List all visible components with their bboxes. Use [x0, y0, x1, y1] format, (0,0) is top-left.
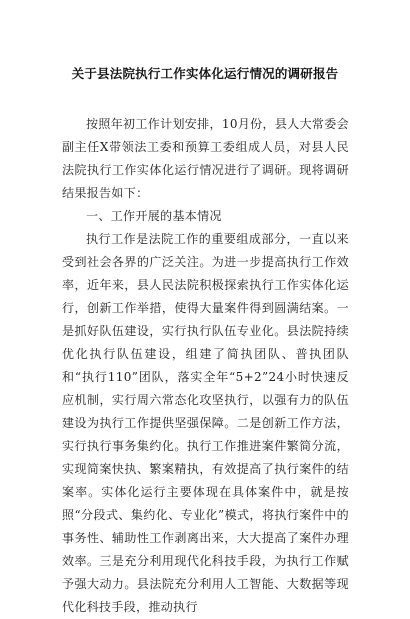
body-paragraph: 执行工作是法院工作的重要组成部分，一直以来受到社会各界的广泛关注。为进一步提高执行工作效率，近年来，县人民法院积极探索执行工作实体化运行，创新工作举措，使得大量案件得到圆满结案。一是抓好队伍建设，实行执行队伍专业化。县法院持续优化执行队伍建设，组建了简执团队、普执团队和“执行110”团队，落实全年“5+2”24小时快速反应机制，实行周六常态化攻坚执行，以强有力的队伍建设为执行工作提供坚强保障。二是创新工作方法，实行执行事务集约化。执行工作推进案件繁简分流，实现简案快执、繁案精执，有效提高了执行案件的结案率。实体化运行主要体现在具体案件中，就是按照“分段式、集约化、专业化”模式，将执行案件中的事务性、辅助性工作剥离出来，大大提高了案件办理效率。三是充分利用现代化科技手段，为执行工作赋予强大动力。县法院充分利用人工智能、大数据等现代化科技手段，推动执行: [62, 232, 349, 614]
document-title: 关于县法院执行工作实体化运行情况的调研报告: [71, 66, 339, 81]
intro-paragraph: 按照年初工作计划安排，10月份，县人大常委会副主任X带领法工委和预算工委组成人员，对县人民法院执行工作实体化运行情况进行了调研。现将调研结果报告如下：: [62, 117, 349, 200]
document-body: [62, 113, 349, 619]
section-heading: 一、工作开展的基本情况: [86, 209, 222, 223]
